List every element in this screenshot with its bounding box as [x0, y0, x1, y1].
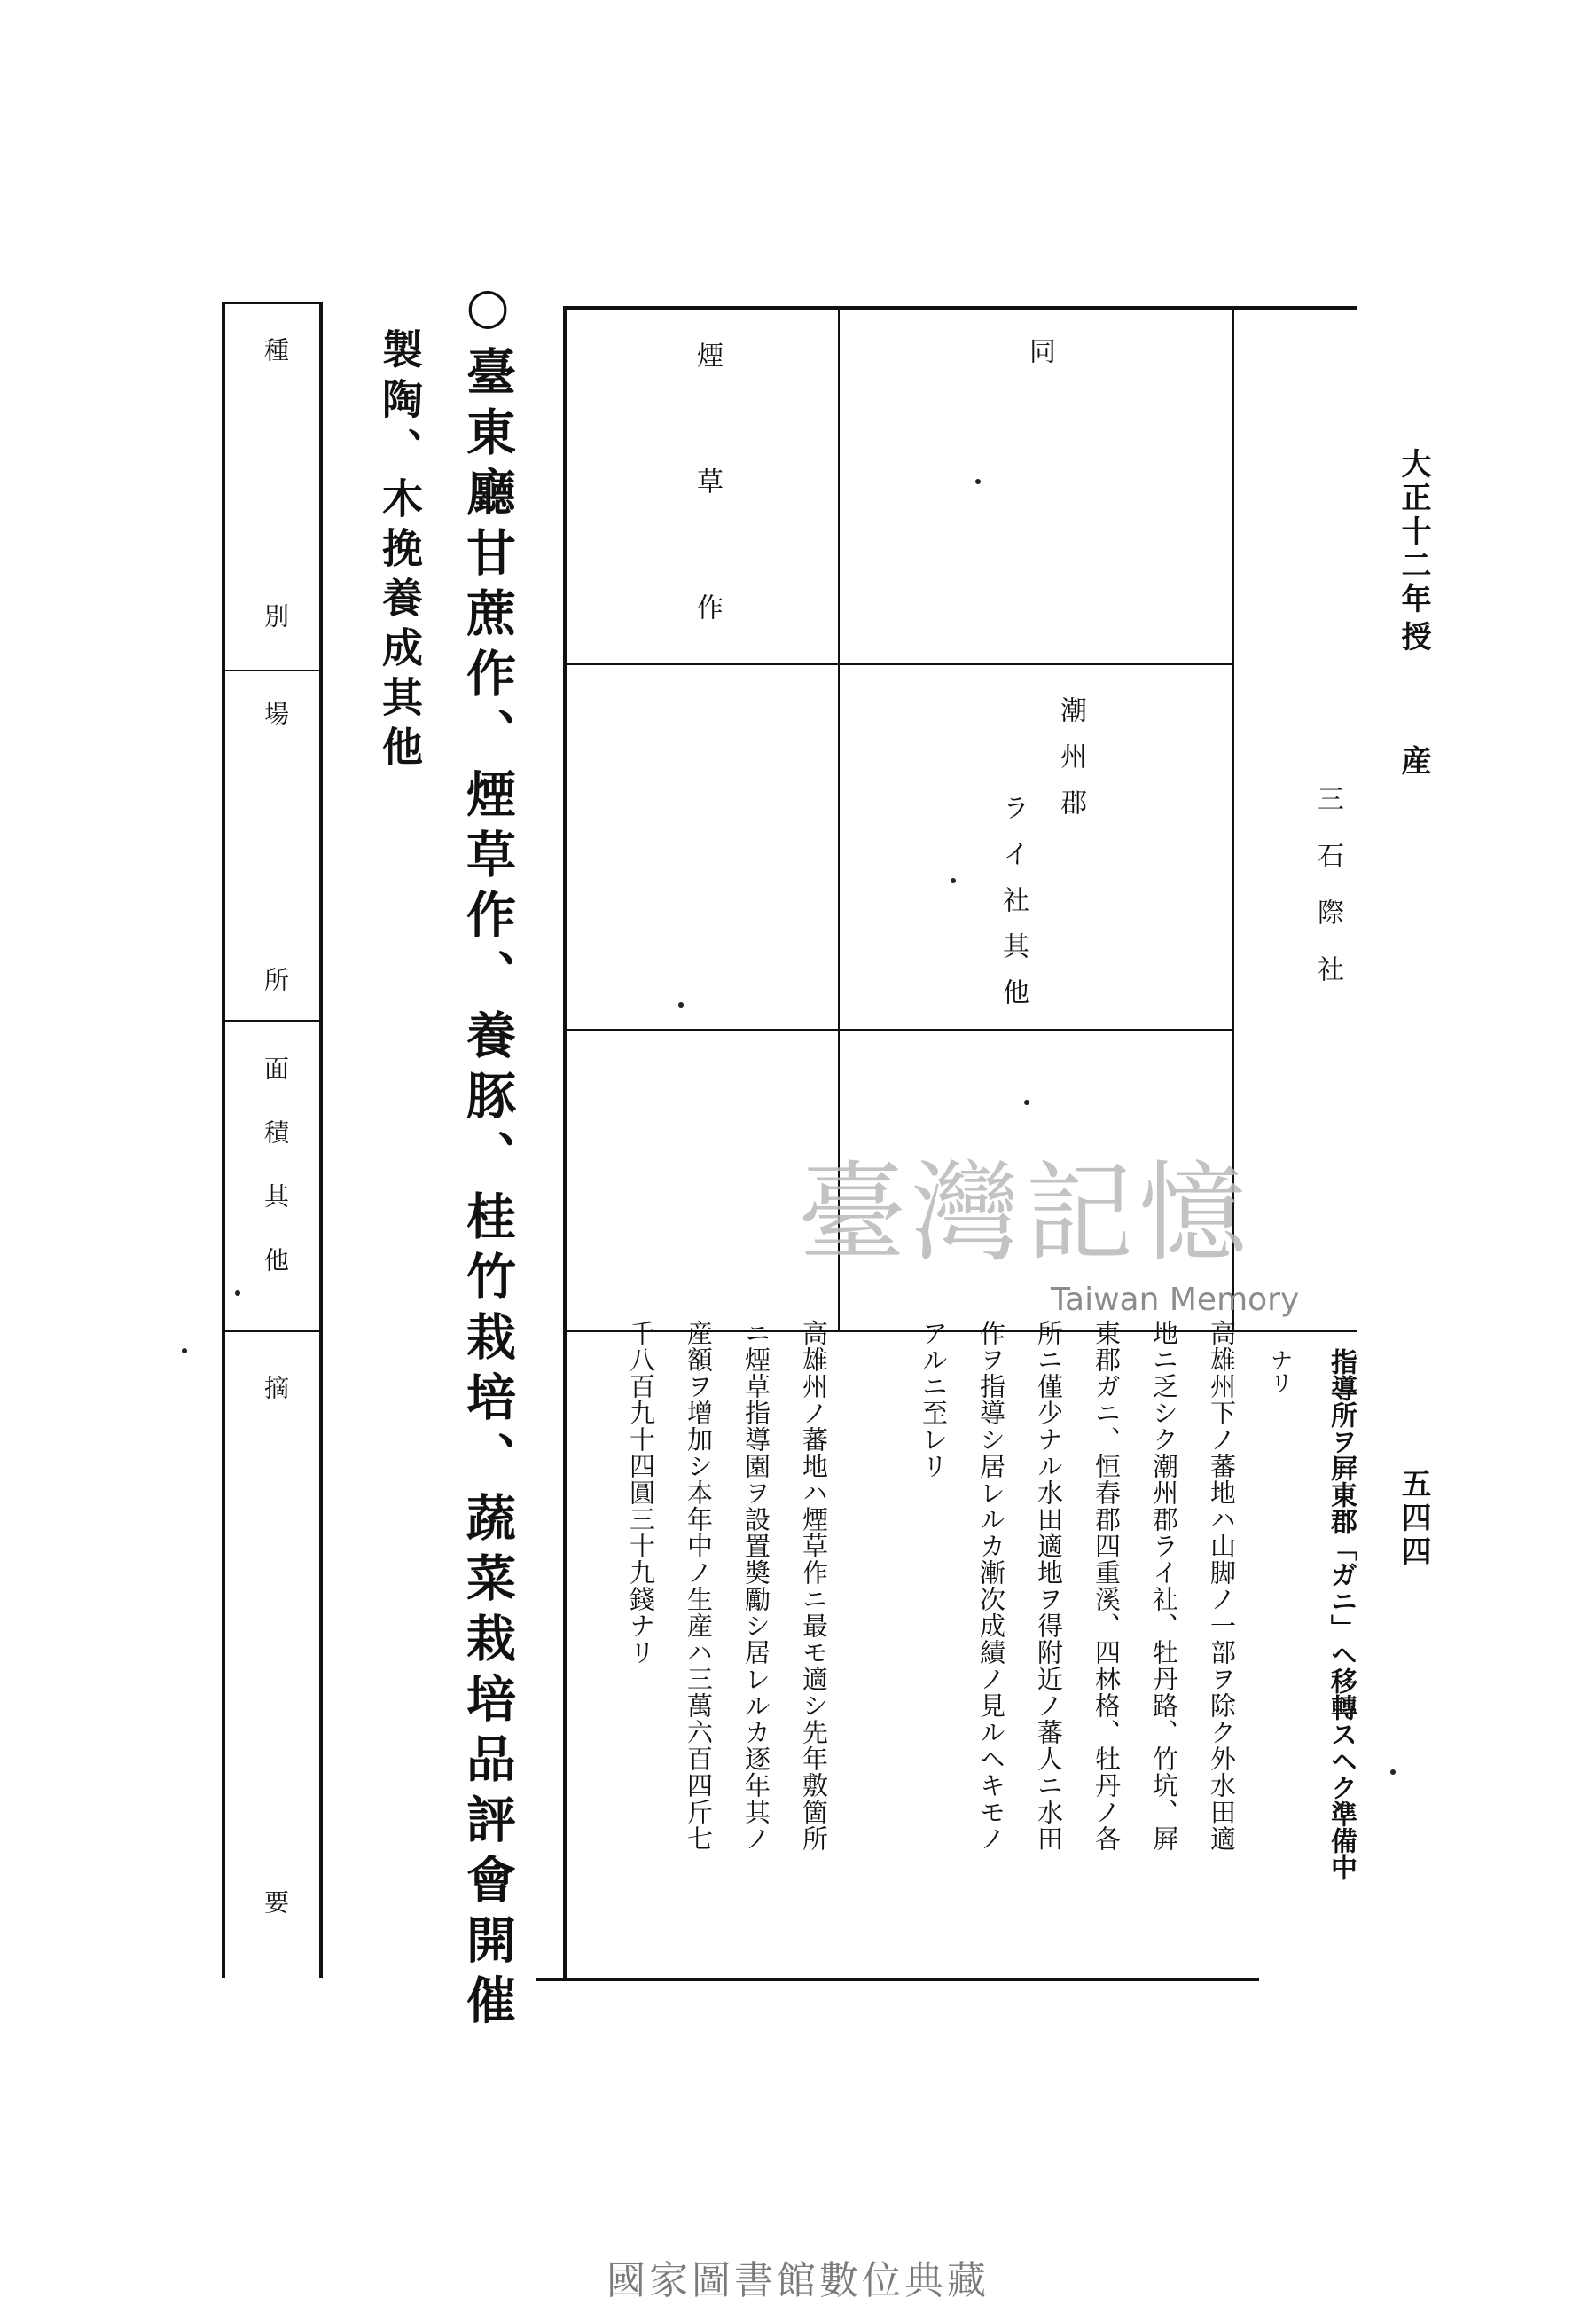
table-cell-summary: 高雄州下ノ蕃地ハ山脚ノ一部ヲ除ク外水田適	[1207, 1320, 1237, 1852]
table-cell-summary: 高雄州ノ蕃地ハ煙草作ニ最モ適シ先年敷箇所	[799, 1320, 829, 1852]
table-cell-kind: 煙草作	[692, 341, 723, 719]
table-cell-place: 三石際社	[1312, 785, 1343, 1012]
left-header-area: 面積其他	[261, 1055, 290, 1311]
header-section-char: 産	[1396, 745, 1431, 779]
left-table-divider	[225, 670, 319, 671]
table-cell-place: ライ社其他	[998, 794, 1029, 1024]
left-header-summary: 要	[261, 1889, 290, 1914]
header-section-char: 授	[1396, 621, 1431, 655]
table-cell-kind: 同	[1024, 337, 1055, 394]
watermark-text: Taiwan Memory	[1051, 1282, 1300, 1318]
table-left-border	[563, 306, 567, 1978]
table-cell-summary: 千八百九十四圓三十九錢ナリ	[626, 1320, 656, 1666]
table-cell-summary: 作ヲ指導シ居レルカ漸次成績ノ見ルヘキモノ	[976, 1320, 1006, 1852]
table-cell-summary: 東郡ガニ、恒春郡四重溪、四林格、牡丹ノ各	[1091, 1320, 1122, 1852]
print-speck	[975, 479, 981, 484]
print-speck	[951, 878, 956, 883]
continuation-line: 指導所ヲ屛東郡「ガニ」ヘ移轉スヘク準備中	[1326, 1348, 1357, 1880]
left-header-place: 所	[261, 967, 290, 992]
table-cell-summary: 所ニ僅少ナル水田適地ヲ得附近ノ蕃人ニ水田	[1034, 1320, 1064, 1852]
table-cell-summary: ニ煙草指導園ヲ設置奬勵シ居レルカ逐年其ノ	[741, 1320, 771, 1852]
continuation-line: ナリ	[1266, 1348, 1293, 1394]
left-table-border	[222, 302, 225, 1978]
table-cell-place: 潮州郡	[1055, 696, 1086, 835]
table-top-border	[563, 306, 1357, 310]
row-divider	[567, 1029, 1232, 1031]
section-subtitle: 製陶、木挽養成其他	[376, 328, 424, 775]
left-header-kind: 別	[261, 603, 290, 628]
table-cell-summary: アルニ至レリ	[919, 1320, 949, 1479]
left-header-place: 場	[261, 701, 290, 726]
table-cell-summary: 地ニ乏シク潮州郡ライ社、牡丹路、竹坑、屛	[1149, 1320, 1179, 1852]
print-speck	[1390, 1769, 1396, 1775]
left-table-divider	[225, 1330, 319, 1332]
section-title: ○臺東廳甘蔗作、煙草作、養豚、桂竹栽培、蔬菜栽培品評會開催	[458, 277, 517, 2035]
row-divider	[567, 663, 1232, 665]
table-bottom-border	[536, 1978, 1259, 1981]
left-header-kind: 種	[261, 337, 290, 362]
left-table-divider	[225, 1020, 319, 1022]
page-number: 五四四	[1396, 1468, 1431, 1569]
table-cell-summary: 産額ヲ增加シ本年中ノ生産ハ三萬六百四斤七	[684, 1320, 714, 1852]
print-speck	[182, 1348, 187, 1353]
print-speck	[678, 1002, 684, 1008]
left-table-border	[319, 302, 323, 1978]
left-table-top	[222, 302, 323, 304]
left-header-summary: 摘	[261, 1375, 290, 1400]
print-speck	[1024, 1100, 1029, 1105]
print-speck	[235, 1290, 240, 1296]
footer-source: 國家圖書館數位典藏	[606, 2258, 990, 2303]
watermark-logo: 臺灣記憶	[798, 1150, 1252, 1276]
header-era-year: 大正十二年	[1396, 448, 1431, 616]
